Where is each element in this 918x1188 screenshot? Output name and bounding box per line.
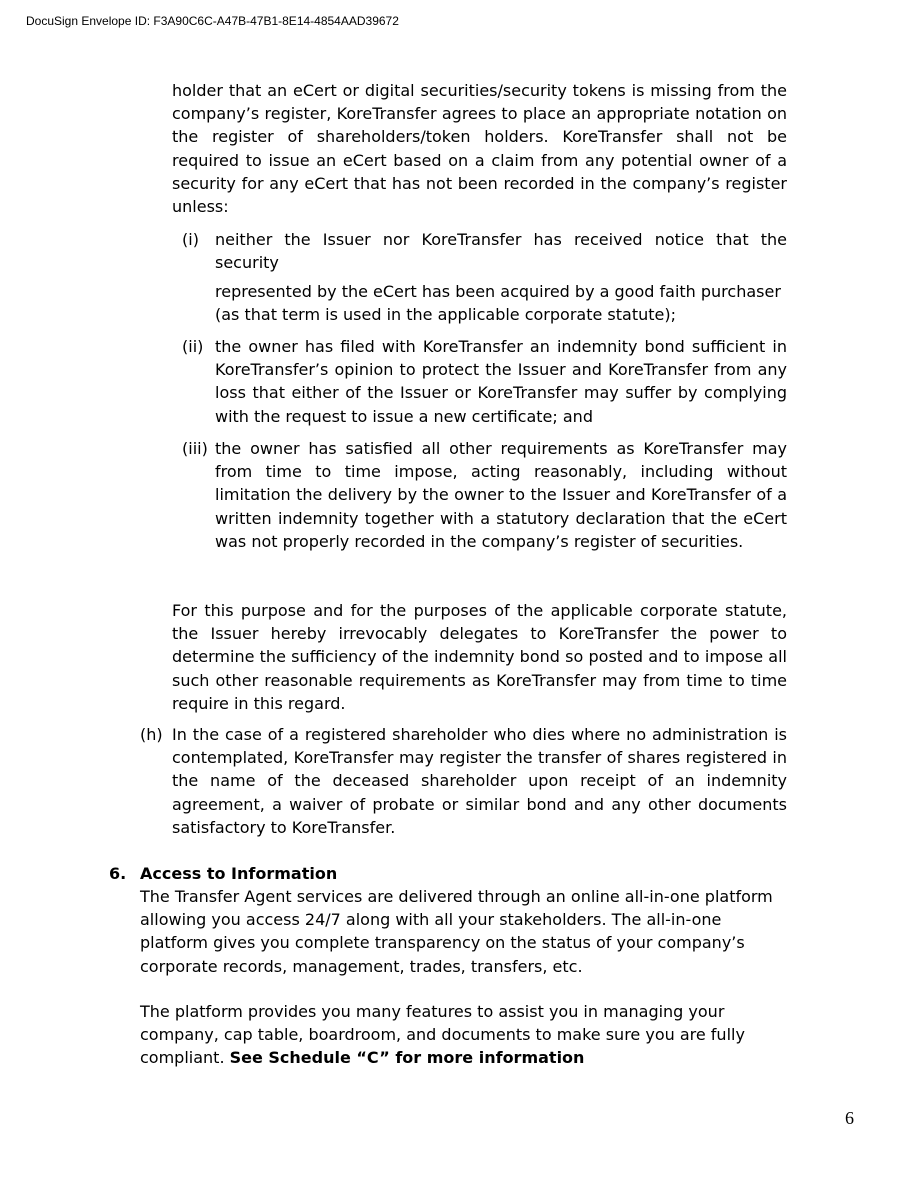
condition-i-line2: security — [215, 253, 279, 273]
schedule-c-reference: See Schedule “C” for more information — [229, 1048, 585, 1068]
intro-paragraph: holder that an eCert or digital securities/security tokens is missing from the company’s register, KoreTransfer agrees to place an appropriate notation on the register of shareholders/token holders. KoreTransfer shall not be required to issue an eCert based on a claim from any potential owner of a security for any eCert that has not been recorded in the company’s register unless: — [172, 81, 787, 217]
section-6-paragraph-2 — [140, 1000, 780, 1070]
purpose-paragraph: For this purpose and for the purposes of the applicable corporate statute, the Issuer hereby irrevocably delegates to KoreTransfer the power to determine the sufficiency of the indemnity bond so posted and to impose all such other reasonable requirements as KoreTransfer may from time to time require in this regard. — [172, 601, 787, 713]
condition-i-continuation: represented by the eCert has been acquired by a good faith purchaser (as that term is used in the applicable corporate statute); — [215, 282, 781, 325]
condition-iii-label: (iii) — [182, 439, 208, 458]
item-h-text: In the case of a registered shareholder who dies where no administration is contemplated, KoreTransfer may register the transfer of shares registered in the name of the deceased shareholder upon receipt of an indemnity agreement, a waiver of probate or similar bond and any other documents satisfactory to KoreTransfer. — [172, 725, 787, 837]
condition-ii-label: (ii) — [182, 337, 204, 356]
item-h-label: (h) — [140, 725, 163, 744]
condition-i-line1: neither the Issuer nor KoreTransfer has received notice that the — [215, 230, 787, 249]
section-6-paragraph-1: The Transfer Agent services are delivered through an online all-in-one platform allowing you access 24/7 along with all your stakeholders. The all-in-one platform gives you complete transparency on the status of your company’s corporate records, management, trades, transfers, etc. — [140, 887, 773, 976]
docusign-envelope-id: DocuSign Envelope ID: F3A90C6C-A47B-47B1-8E14-4854AAD39672 — [26, 14, 399, 28]
section-6-title: Access to Information — [140, 864, 338, 883]
section-6-number: 6. — [109, 864, 127, 883]
condition-ii-text: the owner has filed with KoreTransfer an indemnity bond sufficient in KoreTransfer’s opinion to protect the Issuer and KoreTransfer from any loss that either of the Issuer or KoreTransfer may suffer by complying with the request to issue a new certificate; and — [215, 337, 787, 426]
condition-i-label: (i) — [182, 230, 199, 249]
page-number: 6 — [845, 1108, 854, 1128]
condition-i-text — [215, 228, 787, 274]
section-6-paragraph-2-text: The platform provides you many features to assist you in managing your company, cap table, boardroom, and documents to make sure you are fully compliant. — [140, 1002, 745, 1068]
condition-iii-text: the owner has satisfied all other requirements as KoreTransfer may from time to time impose, acting reasonably, including without limitation the delivery by the owner to the Issuer and KoreTransfer of a written indemnity together with a statutory declaration that the eCert was not properly recorded in the company’s register of securities. — [215, 439, 787, 551]
